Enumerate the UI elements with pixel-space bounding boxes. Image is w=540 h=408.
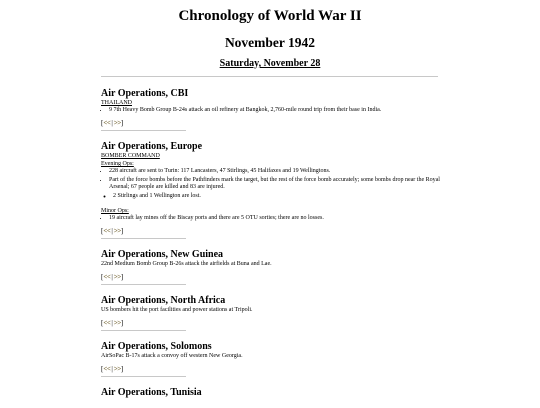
nav-bracket: [ (101, 227, 104, 235)
day-title: Saturday, November 28 (219, 58, 321, 69)
nav-links (101, 319, 441, 327)
month-title: November 1942 (224, 35, 316, 50)
section-divider (101, 130, 186, 131)
section-text: AirSoPac B-17s attack a convoy off western New Georgia. (101, 353, 243, 359)
section-title: Air Operations, New Guinea (101, 249, 224, 260)
subsection-bomber-command[interactable]: BOMBER COMMAND (101, 153, 160, 159)
minor-ops-label: Minor Ops: (101, 208, 129, 214)
losses-list (101, 193, 441, 200)
item-list (101, 168, 441, 191)
section-text: US bombers hit the port facilities and power stations at Tripoli. (101, 307, 253, 313)
list-item: ◦ 2 Stirlings and 1 Wellington are lost. (113, 193, 441, 200)
nav-bracket: [ (101, 319, 104, 327)
nav-links (101, 273, 441, 281)
section-cbi (101, 88, 441, 131)
section-europe (101, 141, 441, 239)
content (101, 88, 441, 408)
subsection-thailand[interactable]: THAILAND (101, 100, 132, 106)
nav-separator: | (111, 227, 113, 235)
section-text: 22nd Medium Bomb Group B-26s attack the airfields at Buna and Lae. (101, 261, 272, 267)
section-divider (101, 238, 186, 239)
item-list (101, 215, 441, 222)
section-tunisia (101, 387, 441, 398)
next-link[interactable]: >> (113, 273, 121, 281)
section-north-africa (101, 295, 441, 331)
next-link[interactable]: >> (113, 119, 121, 127)
next-link[interactable]: >> (113, 319, 121, 327)
nav-bracket: ] (120, 119, 124, 127)
nav-links (101, 119, 441, 127)
section-divider (101, 376, 186, 377)
prev-link[interactable]: << (103, 119, 111, 127)
nav-bracket: [ (101, 119, 104, 127)
next-link[interactable]: >> (113, 365, 121, 373)
nav-links (101, 227, 441, 235)
nav-bracket: [ (101, 273, 104, 281)
section-title: Air Operations, CBI (101, 88, 189, 99)
nav-bracket: ] (120, 273, 124, 281)
prev-link[interactable]: << (103, 227, 111, 235)
nav-bracket: [ (101, 365, 104, 373)
section-title: Air Operations, Tunisia (101, 387, 202, 398)
evening-ops-label: Evening Ops: (101, 161, 134, 167)
list-item: • 228 aircraft are sent to Turin: 117 Lancasters, 47 Stirlings, 45 Halifaxes and 19 Wellingtons. (109, 168, 441, 175)
section-divider (101, 284, 186, 285)
section-title: Air Operations, North Africa (101, 295, 226, 306)
nav-links (101, 365, 441, 373)
prev-link[interactable]: << (103, 365, 111, 373)
header-divider (101, 76, 438, 77)
list-item: • Part of the force bombs before the Pathfinders mark the target, but the rest of the force bomb accurately; some bombs drop near the Royal Arsenal; 67 people are killed and 83 are injured. (109, 177, 441, 191)
nav-bracket: ] (120, 227, 124, 235)
prev-link[interactable]: << (103, 319, 111, 327)
list-item: • 9 7th Heavy Bomb Group B-24s attack an oil refinery at Bangkok, 2,760-mile round trip from their base in India. (109, 107, 441, 114)
section-new-guinea (101, 249, 441, 285)
site-title: Chronology of World War II (178, 8, 362, 24)
list-item: • 19 aircraft lay mines off the Biscay ports and there are 5 OTU sorties; there are no losses. (109, 215, 441, 222)
nav-bracket: ] (120, 319, 124, 327)
prev-link[interactable]: << (103, 273, 111, 281)
nav-separator: | (111, 119, 113, 127)
section-title: Air Operations, Europe (101, 141, 203, 152)
section-solomons (101, 341, 441, 377)
nav-bracket: ] (120, 365, 124, 373)
item-list (101, 107, 441, 114)
section-title: Air Operations, Solomons (101, 341, 212, 352)
nav-separator: | (111, 365, 113, 373)
section-divider (101, 330, 186, 331)
nav-separator: | (111, 319, 113, 327)
next-link[interactable]: >> (113, 227, 121, 235)
nav-separator: | (111, 273, 113, 281)
